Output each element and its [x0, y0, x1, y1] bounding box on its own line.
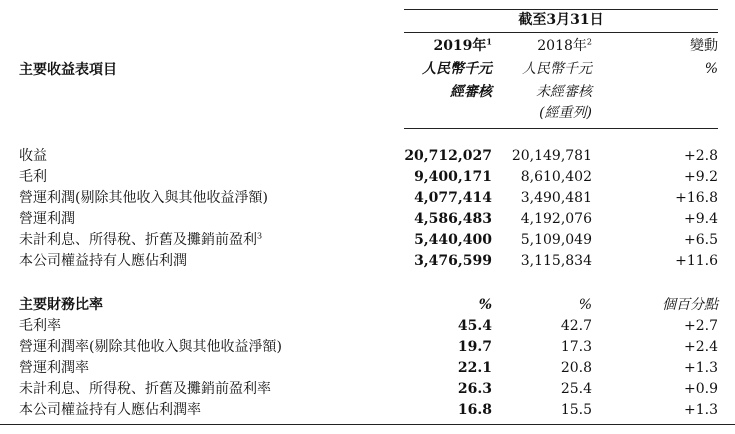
- income-row-change: +9.4: [684, 211, 718, 227]
- ratio-row-label: 營運利潤率: [19, 360, 89, 376]
- income-row-change: +16.8: [675, 190, 718, 206]
- section-title-income: 主要收益表項目: [19, 62, 117, 78]
- header-bottom-rule: [404, 128, 718, 129]
- ratio-row-2018: 25.4: [560, 381, 592, 397]
- income-row-label: 未計利息、所得稅、折舊及攤銷前盈利$^3$: [19, 231, 263, 248]
- income-row-2019: 3,476,599: [414, 253, 492, 269]
- col-2019-unit: 人民幣千元: [422, 61, 492, 77]
- ratio-row-change: +1.3: [684, 360, 718, 376]
- income-row-2019: 20,712,027: [404, 148, 492, 164]
- income-row-2018: 4,192,076: [520, 211, 592, 227]
- ratio-row-label: 本公司權益持有人應佔利潤率: [19, 402, 201, 418]
- income-row-2018: 5,109,049: [520, 232, 592, 248]
- income-row-change: +2.8: [684, 148, 718, 164]
- income-row-label: 收益: [19, 148, 47, 164]
- income-row-change: +6.5: [684, 232, 718, 248]
- ratio-row-2019: 45.4: [457, 318, 492, 334]
- income-row-change: +11.6: [675, 253, 718, 269]
- col-2019-audit: 經審核: [450, 84, 492, 100]
- ratio-col-2018-unit: %: [578, 297, 592, 313]
- ratio-row-2018: 42.7: [560, 318, 592, 334]
- ratio-row-label: 未計利息、所得稅、折舊及攤銷前盈利率: [19, 381, 271, 397]
- income-row-2018: 20,149,781: [511, 148, 592, 164]
- income-row-label: 毛利: [19, 169, 47, 185]
- ratio-col-2019-unit: %: [478, 297, 492, 313]
- income-row-2019: 5,440,400: [414, 232, 492, 248]
- col-2018-year: 2018年$^2$: [537, 37, 592, 54]
- income-row-2018: 3,115,834: [520, 253, 592, 269]
- ratio-row-change: +1.3: [684, 402, 718, 418]
- table-bottom-rule: [0, 424, 735, 425]
- col-change-label: 變動: [690, 38, 718, 54]
- ratio-row-label: 毛利率: [19, 318, 61, 334]
- col-2018-audit: 未經審核: [536, 84, 592, 100]
- ratio-row-2019: 26.3: [457, 381, 492, 397]
- ratio-row-label: 營運利潤率(剔除其他收入與其他收益淨額): [19, 339, 282, 355]
- ratio-row-2018: 15.5: [560, 402, 592, 418]
- header-top-rule: [404, 9, 718, 10]
- income-row-label: 營運利潤: [19, 211, 75, 227]
- header-under-period-rule: [404, 32, 718, 33]
- col-2018-unit: 人民幣千元: [522, 61, 592, 77]
- ratio-col-change-unit: 個百分點: [662, 297, 718, 313]
- ratio-row-change: +2.4: [684, 339, 718, 355]
- ratio-row-2018: 20.8: [560, 360, 592, 376]
- income-row-2018: 3,490,481: [520, 190, 592, 206]
- income-row-change: +9.2: [684, 169, 718, 185]
- ratio-row-change: +2.7: [684, 318, 718, 334]
- income-row-label: 本公司權益持有人應佔利潤: [19, 253, 187, 269]
- col-2019-year: 2019年$^1$: [433, 36, 492, 54]
- ratio-row-2018: 17.3: [560, 339, 592, 355]
- income-row-2018: 8,610,402: [520, 169, 592, 185]
- ratio-row-2019: 19.7: [457, 339, 492, 355]
- section-title-ratios: 主要財務比率: [19, 297, 103, 313]
- ratio-row-change: +0.9: [684, 381, 718, 397]
- income-row-2019: 9,400,171: [414, 169, 492, 185]
- ratio-row-2019: 16.8: [457, 402, 492, 418]
- income-row-label: 營運利潤(剔除其他收入與其他收益淨額): [19, 190, 268, 206]
- period-header: 截至3月31日: [518, 12, 604, 28]
- ratio-row-2019: 22.1: [457, 360, 492, 376]
- income-row-2019: 4,077,414: [414, 190, 492, 206]
- col-2018-restated: (經重列): [539, 105, 592, 121]
- col-change-unit: %: [704, 61, 718, 77]
- income-row-2019: 4,586,483: [414, 211, 492, 227]
